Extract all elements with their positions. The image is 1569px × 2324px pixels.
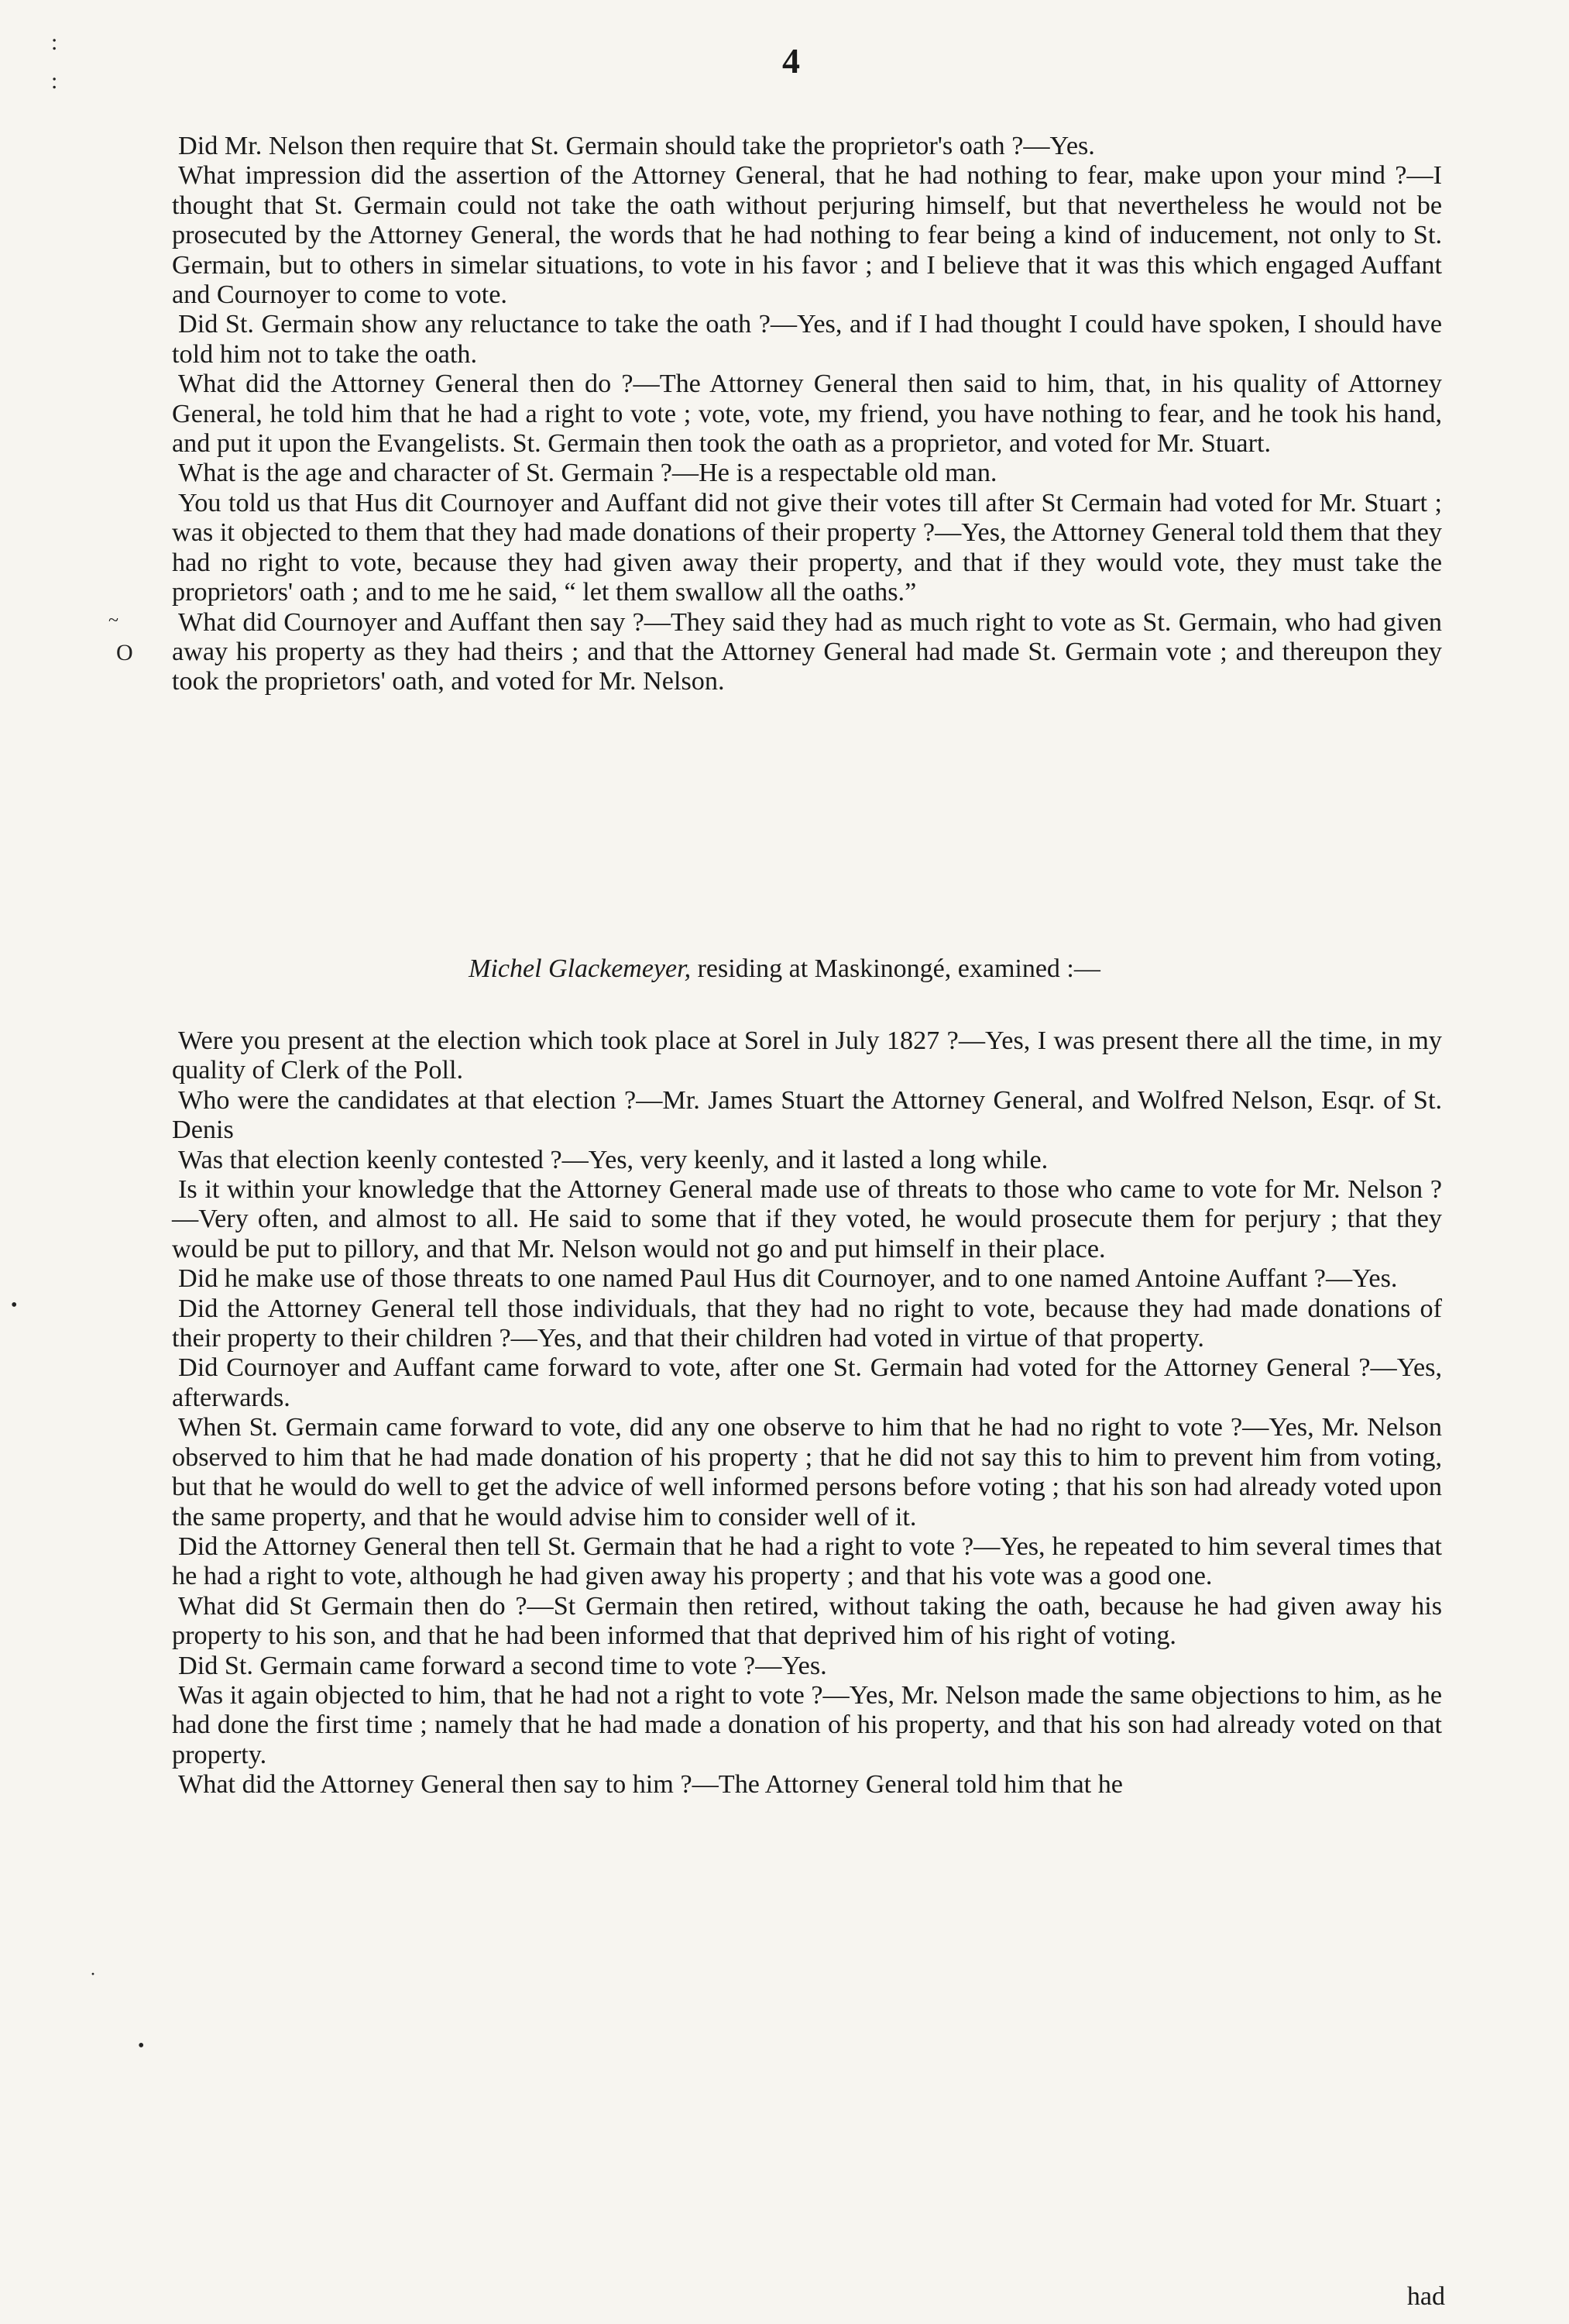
testimony-paragraph: What impression did the assertion of the Attorney General, that he had nothing to fear, make upon your mind ?—I thought that St. Germain could not take the oath without perjuring himself, but that nevertheless he would not be prosecuted by the Attorney General, the words that he had nothing to fear being a kind of inducement, not only to St. Germain, but to others in simelar situations, to vote in his favor ; and I believe that it was this which engaged Auffant and Cournoyer to come to vote. xyxy=(172,161,1442,310)
margin-mark: : xyxy=(51,68,58,94)
testimony-paragraph: Did St. Germain came forward a second time to vote ?—Yes. xyxy=(178,1651,827,1680)
witness-name: Michel Glackemeyer, xyxy=(469,954,692,983)
testimony-paragraph: Is it within your knowledge that the Attorney General made use of threats to those who came to vote for Mr. Nelson ?—Very often, and almost to all. He said to some that if they voted, he would prosecute them for perjury ; that they would be put to pillory, and that Mr. Nelson would not go and put himself in their place. xyxy=(172,1175,1442,1263)
testimony-paragraph: Who were the candidates at that election ?—Mr. James Stuart the Attorney General, and Wolfred Nelson, Esqr. of St. Denis xyxy=(172,1085,1442,1145)
testimony-section-1 xyxy=(172,132,1442,697)
testimony-section-2 xyxy=(172,1026,1442,1800)
testimony-paragraph: Was it again objected to him, that he had not a right to vote ?—Yes, Mr. Nelson made the same objections to him, as he had done the first time ; namely that he had made a donation of his property, and that his son had already voted on that property. xyxy=(172,1680,1442,1769)
testimony-paragraph: Did he make use of those threats to one named Paul Hus dit Cournoyer, and to one named Antoine Auffant ?—Yes. xyxy=(178,1264,1398,1294)
margin-mark: • xyxy=(11,1295,18,1315)
witness-heading xyxy=(0,954,1569,984)
testimony-paragraph: What did the Attorney General then do ?—The Attorney General then said to him, that, in his quality of Attorney General, he told him that he had a right to vote ; vote, vote, my friend, you have nothing to fear, and he took his hand, and put it upon the Evangelists. St. Germain then took the oath as a proprietor, and voted for Mr. Stuart. xyxy=(172,370,1442,459)
testimony-paragraph: Did the Attorney General tell those individuals, that they had no right to vote, because they had made donations of their property to their children ?—Yes, and that their children had voted in virtue of that property. xyxy=(172,1294,1442,1353)
catchword: had xyxy=(1406,2282,1445,2311)
testimony-paragraph: What did the Attorney General then say to him ?—The Attorney General told him that he xyxy=(178,1770,1123,1800)
margin-mark: • xyxy=(138,2036,145,2056)
testimony-paragraph: Did Cournoyer and Auffant came forward to vote, after one St. Germain had voted for the Attorney General ?—Yes, afterwards. xyxy=(172,1353,1442,1412)
witness-description: residing at Maskinongé, examined :— xyxy=(691,954,1100,983)
testimony-paragraph: What did St Germain then do ?—St Germain then retired, without taking the oath, because he had given away his property to his son, and that he had been informed that that deprived him of his right of voting. xyxy=(172,1591,1442,1651)
testimony-paragraph: What did Cournoyer and Auffant then say ?—They said they had as much right to vote as St. Germain, who had given away his property as they had theirs ; and that the Attorney General had made St. Germain vote ; and thereupon they took the proprietors' oath, and voted for Mr. Nelson. xyxy=(172,607,1442,696)
testimony-paragraph: When St. Germain came forward to vote, did any one observe to him that he had no right to vote ?—Yes, Mr. Nelson observed to him that he had made donation of his property ; that he did not say this to him to prevent him from voting, but that he would do well to get the advice of well informed persons before voting ; that his son had already voted upon the same property, and that he would advise him to consider well of it. xyxy=(172,1413,1442,1532)
margin-mark: · xyxy=(90,1965,96,1985)
testimony-paragraph: Was that election keenly contested ?—Yes, very keenly, and it lasted a long while. xyxy=(178,1145,1049,1174)
margin-mark: : xyxy=(51,29,58,55)
margin-mark: ~ xyxy=(108,610,118,631)
testimony-paragraph: Did the Attorney General then tell St. Germain that he had a right to vote ?—Yes, he repeated to him several times that he had a right to vote, although he had given away his property ; and that his vote was a good one. xyxy=(172,1532,1442,1591)
testimony-paragraph: What is the age and character of St. Germain ?—He is a respectable old man. xyxy=(178,459,997,488)
testimony-paragraph: Did Mr. Nelson then require that St. Germain should take the proprietor's oath ?—Yes. xyxy=(178,132,1095,160)
margin-mark: O xyxy=(116,640,133,665)
testimony-paragraph: You told us that Hus dit Cournoyer and Auffant did not give their votes till after St Cermain had voted for Mr. Stuart ; was it objected to them that they had made donations of their property ?—Yes, the Attorney General told them that they had no right to vote, because they had given away their property, and that if they would vote, they must take the proprietors' oath ; and to me he said, “ let them swallow all the oaths.” xyxy=(172,488,1442,607)
testimony-paragraph: Were you present at the election which took place at Sorel in July 1827 ?—Yes, I was present there all the time, in my quality of Clerk of the Poll. xyxy=(172,1026,1442,1085)
page-number: 4 xyxy=(782,41,800,81)
testimony-paragraph: Did St. Germain show any reluctance to take the oath ?—Yes, and if I had thought I could have spoken, I should have told him not to take the oath. xyxy=(172,310,1442,369)
